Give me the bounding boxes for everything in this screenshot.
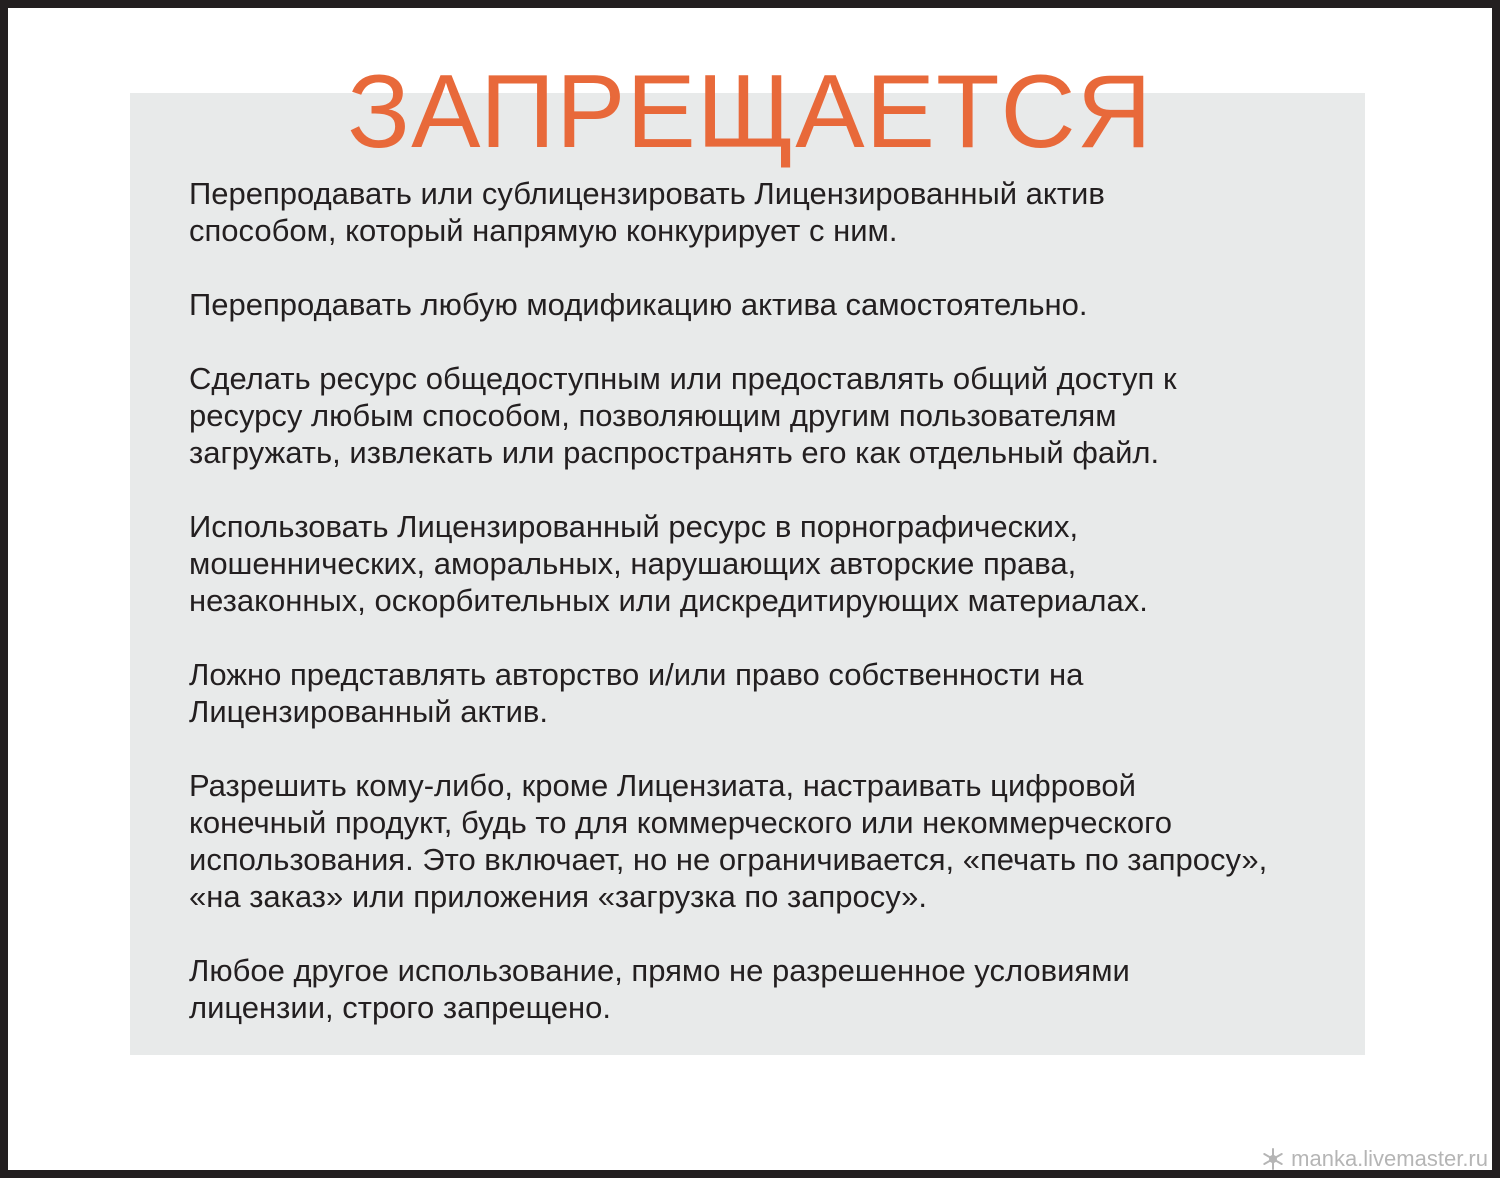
rule-paragraph [189, 767, 1354, 915]
rule-line: Использовать Лицензированный ресурс в порнографических, [189, 509, 1079, 544]
rule-paragraph [189, 175, 1354, 249]
rule-line: использования. Это включает, но не ограничивается, «печать по запросу», [189, 842, 1268, 877]
rule-line: загружать, извлекать или распространять его как отдельный файл. [189, 435, 1160, 470]
rule-line: Перепродавать или сублицензировать Лицензированный актив [189, 176, 1105, 211]
rule-paragraph [189, 656, 1354, 730]
rule-line: Разрешить кому-либо, кроме Лицензиата, настраивать цифровой [189, 768, 1136, 803]
rule-line: Любое другое использование, прямо не разрешенное условиями [189, 953, 1130, 988]
rules-list [189, 175, 1354, 1063]
rule-line: «на заказ» или приложения «загрузка по запросу». [189, 879, 927, 914]
watermark-text: manka.livemaster.ru [1291, 1146, 1488, 1171]
rule-line: Сделать ресурс общедоступным или предоставлять общий доступ к [189, 361, 1177, 396]
watermark [1261, 1145, 1488, 1173]
rule-line: конечный продукт, будь то для коммерческого или некоммерческого [189, 805, 1172, 840]
rule-paragraph [189, 508, 1354, 619]
rule-paragraph [189, 286, 1354, 323]
rule-line: Перепродавать любую модификацию актива самостоятельно. [189, 287, 1088, 322]
rule-line: лицензии, строго запрещено. [189, 990, 611, 1025]
rule-line: способом, который напрямую конкурирует с ним. [189, 213, 898, 248]
rule-paragraph [189, 952, 1354, 1026]
rule-line: незаконных, оскорбительных или дискредитирующих материалах. [189, 583, 1148, 618]
rule-line: ресурсу любым способом, позволяющим другим пользователям [189, 398, 1117, 433]
rule-line: Ложно представлять авторство и/или право собственности на [189, 657, 1084, 692]
rule-line: Лицензированный актив. [189, 694, 548, 729]
rule-line: мошеннических, аморальных, нарушающих авторские права, [189, 546, 1077, 581]
snowflake-icon [1261, 1147, 1285, 1171]
rule-paragraph [189, 360, 1354, 471]
page-title: ЗАПРЕЩАЕТСЯ [347, 54, 1153, 170]
